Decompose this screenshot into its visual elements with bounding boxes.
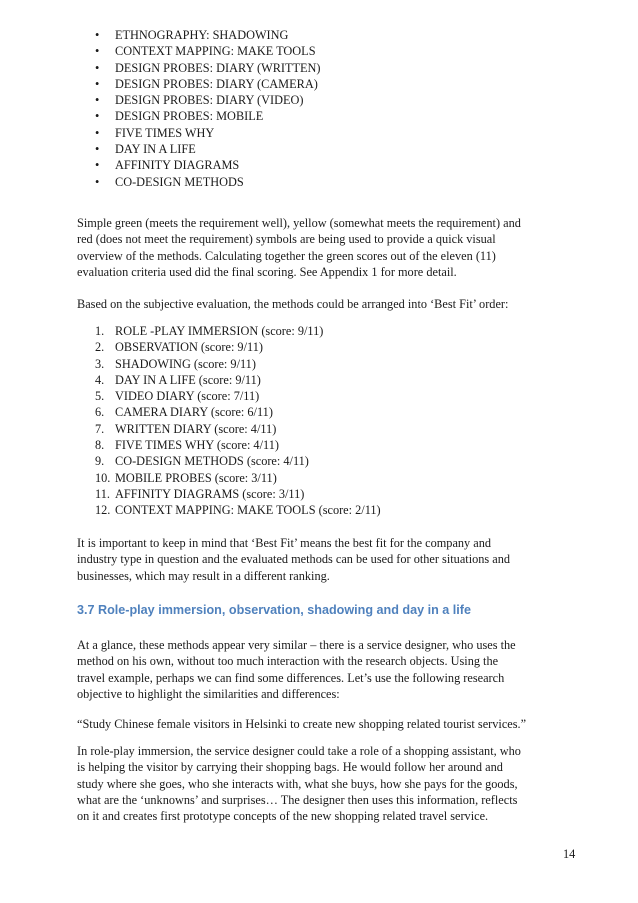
page-number: 14 [563, 847, 576, 861]
ranking-item: 4. DAY IN A LIFE (score: 9/11) [95, 372, 261, 387]
bullet-icon: • [95, 60, 100, 75]
bullet-icon: • [95, 158, 100, 173]
ranking-item: 9. CO-DESIGN METHODS (score: 4/11) [95, 454, 309, 469]
ranking-item: 6. CAMERA DIARY (score: 6/11) [95, 405, 273, 420]
list-item: • DESIGN PROBES: DIARY (WRITTEN) [95, 60, 321, 75]
ranking-item: 8. FIVE TIMES WHY (score: 4/11) [95, 438, 279, 453]
ranking-item: 11. AFFINITY DIAGRAMS (score: 3/11) [95, 486, 305, 501]
methods-bullet-list [95, 27, 321, 190]
bullet-icon: • [95, 125, 100, 140]
scoring-paragraph: Simple green (meets the requirement well), yellow (somewhat meets the requirement) and red (does not meet the requirement) symbols are being used to provide a quick visual overview of the methods. Calculating together the green scores out of the eleven (11) evaluation criteria used did the final scoring. See Appendix 1 for more detail. [77, 216, 521, 279]
glance-paragraph: At a glance, these methods appear very similar – there is a service designer, who uses the method on his own, without too much interaction with the research objects. Using the travel example, perhaps we can find some differences. Let’s use the following research objective to highlight the similarities and differences: [77, 638, 516, 701]
bullet-icon: • [95, 109, 100, 124]
list-item: • DESIGN PROBES: MOBILE [95, 109, 264, 124]
ranking-item: 1. ROLE -PLAY IMMERSION (score: 9/11) [95, 324, 324, 338]
list-item: • DESIGN PROBES: DIARY (VIDEO) [95, 93, 304, 108]
ranking-item: 5. VIDEO DIARY (score: 7/11) [95, 389, 260, 404]
ranking-item: 3. SHADOWING (score: 9/11) [95, 356, 256, 371]
roleplay-paragraph: In role-play immersion, the service designer could take a role of a shopping assistant, who is helping the visitor by carrying their shopping bags. He would follow her around and study where she goes, who she interacts with, what she buys, how she pays for the goods, what are the ‘unknowns’ and surprises… The designer then uses this information, reflects on it and creates first prototype concepts of the new shopping related travel service. [77, 744, 521, 824]
bullet-icon: • [95, 93, 100, 108]
research-objective-quote: “Study Chinese female visitors in Helsinki to create new shopping related tourist services.” [77, 717, 527, 731]
list-item: • FIVE TIMES WHY [95, 125, 215, 140]
bestfit-note-paragraph: It is important to keep in mind that ‘Best Fit’ means the best fit for the company and industry type in question and the evaluated methods can be used for other situations and businesses, which may result in a different ranking. [77, 536, 511, 583]
bullet-icon: • [95, 44, 100, 59]
bullet-icon: • [95, 174, 100, 189]
list-item: • CONTEXT MAPPING: MAKE TOOLS [95, 44, 316, 59]
bullet-icon: • [95, 76, 100, 91]
list-item: • DAY IN A LIFE [95, 142, 196, 157]
bullet-icon: • [95, 142, 100, 157]
section-heading: 3.7 Role-play immersion, observation, shadowing and day in a life [77, 603, 471, 617]
bestfit-ranking-list [95, 323, 381, 519]
list-item: • CO-DESIGN METHODS [95, 174, 244, 189]
bullet-icon: • [95, 28, 100, 42]
list-item: • ETHNOGRAPHY: SHADOWING [95, 28, 289, 42]
bestfit-intro-paragraph: Based on the subjective evaluation, the methods could be arranged into ‘Best Fit’ order: [77, 297, 509, 311]
list-item: • AFFINITY DIAGRAMS [95, 158, 240, 173]
ranking-item: 2. OBSERVATION (score: 9/11) [95, 340, 263, 355]
list-item: • DESIGN PROBES: DIARY (CAMERA) [95, 76, 318, 91]
ranking-item: 12. CONTEXT MAPPING: MAKE TOOLS (score: 2/11) [95, 503, 381, 518]
ranking-item: 7. WRITTEN DIARY (score: 4/11) [95, 421, 277, 436]
ranking-item: 10. MOBILE PROBES (score: 3/11) [95, 470, 277, 485]
